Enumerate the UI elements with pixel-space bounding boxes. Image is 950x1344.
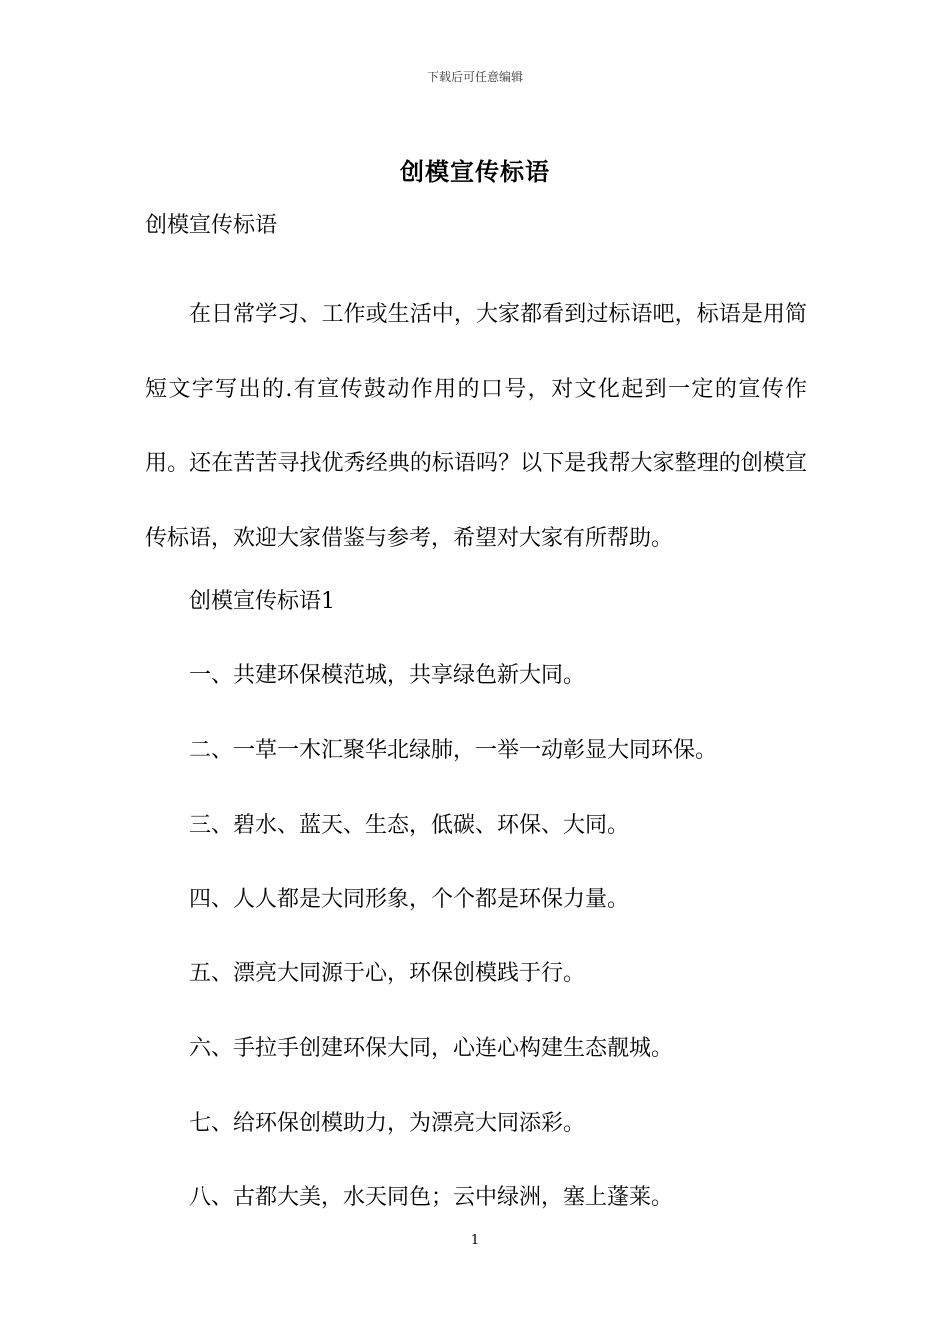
- slogan-item: 二、一草一木汇聚华北绿肺，一举一动彰显大同环保。: [189, 738, 718, 763]
- slogan-item: 三、碧水、蓝天、生态，低碳、环保、大同。: [189, 813, 630, 838]
- document-title: 创模宣传标语: [400, 157, 550, 186]
- page-number: 1: [470, 1233, 480, 1248]
- slogan-item: 一、共建环保模范城，共享绿色新大同。: [189, 663, 586, 688]
- slogan-item: 五、漂亮大同源于心，环保创模践于行。: [189, 961, 586, 986]
- document-subtitle: 创模宣传标语: [145, 213, 278, 238]
- section-heading: 创模宣传标语1: [189, 589, 335, 614]
- slogan-item: 六、手拉手创建环保大同，心连心构建生态靓城。: [189, 1036, 674, 1061]
- intro-paragraph: 在日常学习、工作或生活中，大家都看到过标语吧，标语是用简短文字写出的.有宣传鼓动作用的口号，对文化起到一定的宣传作用。还在苦苦寻找优秀经典的标语吗？以下是我帮大家整理的创模宣传标语，欢迎大家借鉴与参考，希望对大家有所帮助。: [145, 302, 807, 551]
- slogan-item: 八、古都大美，水天同色；云中绿洲，塞上蓬莱。: [189, 1185, 674, 1210]
- slogan-item: 四、人人都是大同形象，个个都是环保力量。: [189, 887, 630, 912]
- slogan-item: 七、给环保创模助力，为漂亮大同添彩。: [189, 1111, 586, 1136]
- header-note: 下载后可任意编辑: [426, 70, 523, 84]
